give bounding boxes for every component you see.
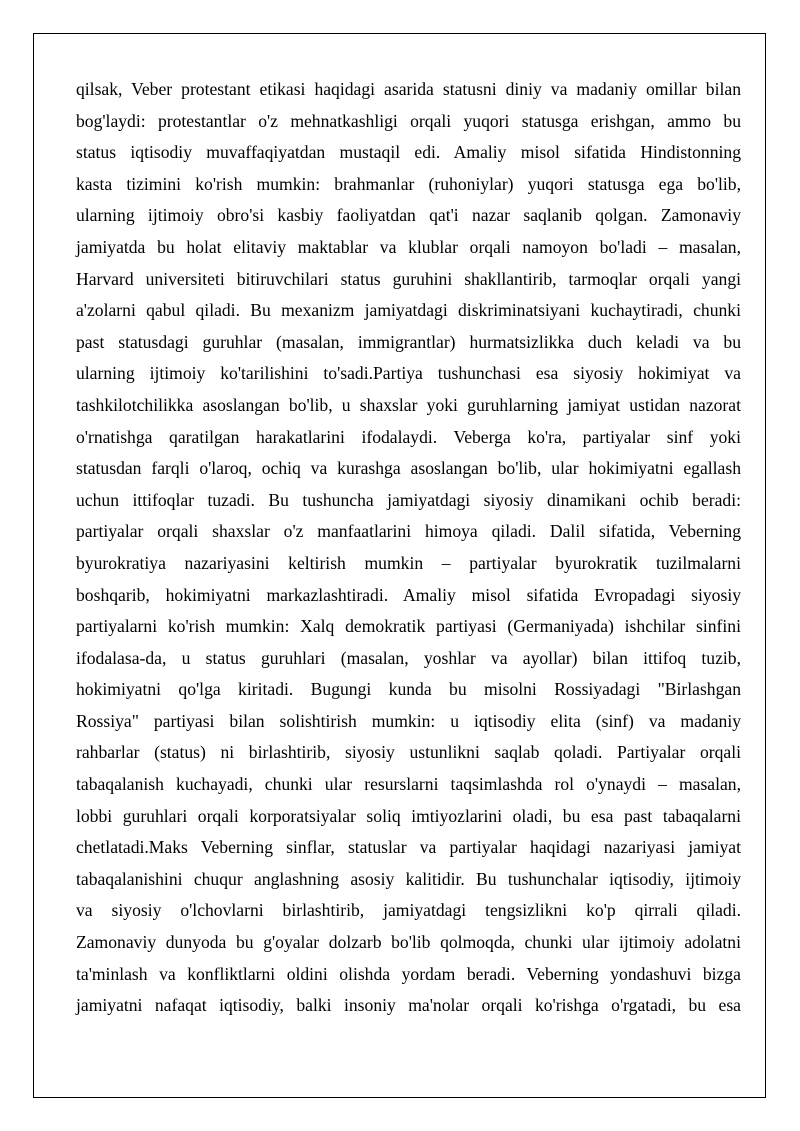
text-line: status iqtisodiy muvaffaqiyatdan mustaqil edi. Amaliy misol sifatida Hindistonning xyxy=(76,142,741,163)
text-line: o'rnatishga qaratilgan harakatlarini ifodalaydi. Veberga ko'ra, partiyalar sinf yoki xyxy=(76,426,741,447)
text-line: bog'laydi: protestantlar o'z mehnatkashligi orqali yuqori statusga erishgan, ammo bu xyxy=(76,110,741,131)
text-line: va siyosiy o'lchovlarni birlashtirib, jamiyatdagi tengsizlikni ko'p qirrali qiladi. xyxy=(76,900,741,921)
text-line: tabaqalanishini chuqur anglashning asosiy kalitidir. Bu tushunchalar iqtisodiy, ijtimoiy xyxy=(76,868,741,889)
document-body-text xyxy=(76,74,741,1022)
text-line: tashkilotchilikka asoslangan bo'lib, u shaxslar yoki guruhlarning jamiyat ustidan nazorat xyxy=(76,394,741,415)
text-line: kasta tizimini ko'rish mumkin: brahmanlar (ruhoniylar) yuqori statusga ega bo'lib, xyxy=(76,173,741,194)
text-line: Zamonaviy dunyoda bu g'oyalar dolzarb bo'lib qolmoqda, chunki ular ijtimoiy adolatni xyxy=(76,932,741,953)
text-line: qilsak, Veber protestant etikasi haqidagi asarida statusni diniy va madaniy omillar bilan xyxy=(76,79,741,99)
text-line: rahbarlar (status) ni birlashtirib, siyosiy ustunlikni saqlab qoladi. Partiyalar orqali xyxy=(76,742,741,763)
text-line: lobbi guruhlari orqali korporatsiyalar soliq imtiyozlarini oladi, bu esa past tabaqalarni xyxy=(76,805,741,826)
text-line: uchun ittifoqlar tuzadi. Bu tushuncha jamiyatdagi siyosiy dinamikani ochib beradi: xyxy=(76,489,741,510)
text-line: partiyalarni ko'rish mumkin: Xalq demokratik partiyasi (Germaniyada) ishchilar sinfini xyxy=(76,616,741,637)
text-line: jamiyatni nafaqat iqtisodiy, balki insoniy ma'nolar orqali ko'rishga o'rgatadi, bu esa xyxy=(76,995,741,1016)
text-line: statusdan farqli o'laroq, ochiq va kurashga asoslangan bo'lib, ular hokimiyatni egallash xyxy=(76,458,741,479)
text-line: byurokratiya nazariyasini keltirish mumkin – partiyalar byurokratik tuzilmalarni xyxy=(76,552,741,573)
text-line: Harvard universiteti bitiruvchilari status guruhini shakllantirib, tarmoqlar orqali yangi xyxy=(76,268,741,289)
text-line: ularning ijtimoiy ko'tarilishini to'sadi.Partiya tushunchasi esa siyosiy hokimiyat va xyxy=(76,363,741,384)
text-line: tabaqalanish kuchayadi, chunki ular resurslarni taqsimlashda rol o'ynaydi – masalan, xyxy=(76,774,741,795)
text-line: Rossiya" partiyasi bilan solishtirish mumkin: u iqtisodiy elita (sinf) va madaniy xyxy=(76,710,741,731)
text-line: ta'minlash va konfliktlarni oldini olishda yordam beradi. Veberning yondashuvi bizga xyxy=(76,963,741,984)
text-line: jamiyatda bu holat elitaviy maktablar va klublar orqali namoyon bo'ladi – masalan, xyxy=(76,236,741,257)
text-line: past statusdagi guruhlar (masalan, immigrantlar) hurmatsizlikka duch keladi va bu xyxy=(76,331,741,352)
text-line: ifodalasa-da, u status guruhlari (masalan, yoshlar va ayollar) bilan ittifoq tuzib, xyxy=(76,647,741,668)
text-line: chetlatadi.Maks Veberning sinflar, statuslar va partiyalar haqidagi nazariyasi jamiyat xyxy=(76,837,741,858)
text-line: boshqarib, hokimiyatni markazlashtiradi. Amaliy misol sifatida Evropadagi siyosiy xyxy=(76,584,741,605)
text-line: a'zolarni qabul qiladi. Bu mexanizm jamiyatdagi diskriminatsiyani kuchaytiradi, chunki xyxy=(76,300,741,321)
text-line: ularning ijtimoiy obro'si kasbiy faoliyatdan qat'i nazar saqlanib qolgan. Zamonaviy xyxy=(76,205,741,226)
text-line: partiyalar orqali shaxslar o'z manfaatlarini himoya qiladi. Dalil sifatida, Veberning xyxy=(76,521,741,542)
text-line: hokimiyatni qo'lga kiritadi. Bugungi kunda bu misolni Rossiyadagi "Birlashgan xyxy=(76,679,741,700)
